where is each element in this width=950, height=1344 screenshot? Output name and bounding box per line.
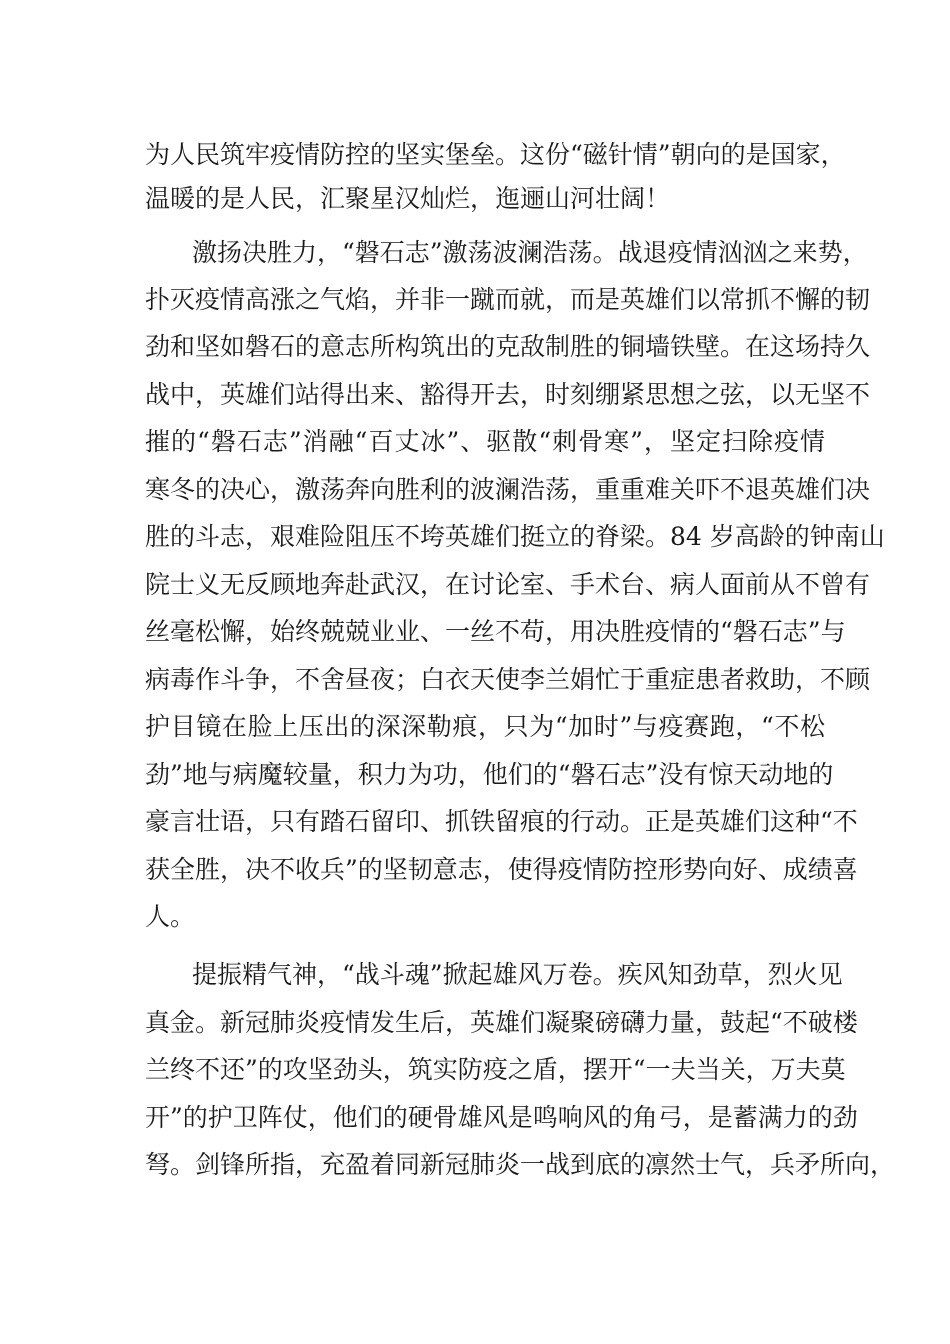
text-line: 院士义无反顾地奔赴武汉，在讨论室、手术台、病人面前从不曾有 <box>145 570 871 599</box>
text-line: 豪言壮语，只有踏石留印、抓铁留痕的行动。正是英雄们这种“不 <box>145 807 858 836</box>
text-line: 兰终不还”的攻坚劲头，筑实防疫之盾，摆开“一夫当关，万夫莫 <box>145 1055 846 1084</box>
text-line: 温暖的是人民，汇聚星汉灿烂，迤逦山河壮阔！ <box>145 184 671 213</box>
text-line: 战中，英雄们站得出来、豁得开去，时刻绷紧思想之弦，以无坚不 <box>145 380 871 409</box>
text-line: 为人民筑牢疫情防控的坚实堡垒。这份“磁针情”朝向的是国家， <box>145 140 846 169</box>
text-line: 摧的“磐石志”消融“百丈冰”、驱散“刺骨寒”，坚定扫除疫情 <box>145 427 825 456</box>
text-line: 胜的斗志，艰难险阻压不垮英雄们挺立的脊梁。84 岁高龄的钟南山 <box>145 522 885 551</box>
text-line: 病毒作斗争，不舍昼夜；白衣天使李兰娟忙于重症患者救助，不顾 <box>145 665 871 694</box>
text-line: 开”的护卫阵仗，他们的硬骨雄风是鸣响风的角弓，是蓄满力的劲 <box>145 1103 858 1132</box>
paragraph-first-line: 激扬决胜力，“磐石志”激荡波澜浩荡。战退疫情汹汹之来势， <box>192 238 868 267</box>
text-line: 获全胜，决不收兵”的坚韧意志，使得疫情防控形势向好、成绩喜 <box>145 855 858 884</box>
text-line: 寒冬的决心，激荡奔向胜利的波澜浩荡，重重难关吓不退英雄们决 <box>145 475 871 504</box>
text-line: 扑灭疫情高涨之气焰，并非一蹴而就，而是英雄们以常抓不懈的韧 <box>145 285 871 314</box>
text-line: 弩。剑锋所指，充盈着同新冠肺炎一战到底的凛然士气，兵矛所向， <box>145 1150 896 1179</box>
text-line: 人。 <box>145 902 196 931</box>
text-line: 丝毫松懈，始终兢兢业业、一丝不苟，用决胜疫情的“磐石志”与 <box>145 617 846 646</box>
text-line: 真金。新冠肺炎疫情发生后，英雄们凝聚磅礴力量，鼓起“不破楼 <box>145 1008 858 1037</box>
text-line: 护目镜在脸上压出的深深勒痕，只为“加时”与疫赛跑，“不松 <box>145 712 825 741</box>
text-line: 劲”地与病魔较量，积力为功，他们的“磐石志”没有惊天动地的 <box>145 760 834 789</box>
paragraph-first-line: 提振精气神，“战斗魂”掀起雄风万卷。疾风知劲草，烈火见 <box>192 960 843 989</box>
text-line: 劲和坚如磐石的意志所构筑出的克敌制胜的铜墙铁壁。在这场持久 <box>145 332 871 361</box>
